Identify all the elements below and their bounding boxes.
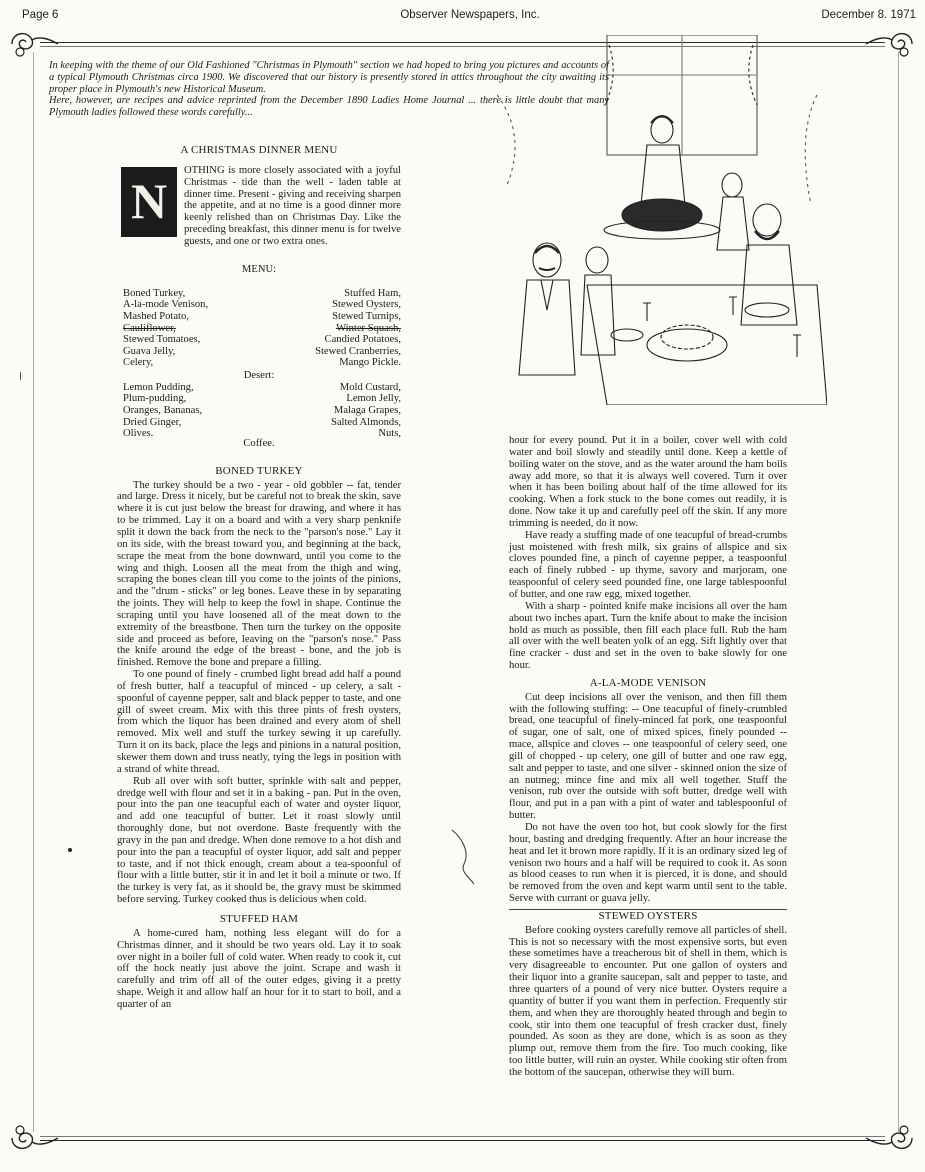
menu-item: Boned Turkey, bbox=[123, 287, 186, 299]
menu-item: Mashed Potato, bbox=[123, 310, 189, 322]
dropcap-ornament bbox=[121, 167, 177, 237]
desert-heading: Desert: bbox=[243, 369, 275, 381]
menu-heading: MENU: bbox=[241, 263, 277, 275]
menu-item: Cauliflower, bbox=[123, 322, 176, 334]
ornament-bottom-right-icon bbox=[864, 1122, 916, 1156]
frame-left-rule bbox=[33, 52, 34, 1132]
menu-item: Stewed Tomatoes, bbox=[123, 334, 201, 346]
issue-date: December 8. 1971 bbox=[821, 9, 916, 21]
recipe-paragraph: A home-cured ham, nothing less elegant will do for a Christmas dinner, and it should be two years old. Lay it to soak over night in a boiler full of cold water. When ready to cook it, cut off the hock neatly just above the joint. Scrape and wash it carefully and trim off all of the outer edges, giving it a pretty shape. Weigh it and allow half an hour for it to start to boil, and a quarter of an bbox=[117, 927, 401, 1010]
margin-dot-mark bbox=[68, 848, 72, 852]
recipe-paragraph: Before cooking oysters carefully remove all particles of shell. This is not so necessary with the most expensive sorts, but even these sometimes have a treacherous bit of shell in them, which is very disagreeable to encounter. Put one gallon of oysters and their liquor into a granite saucepan, salt and pepper to taste, and three quarters of a pound of very nice butter. Oysters require a quantity of butter if you want them in perfection. Frequently stir them, and when they are thoroughly heated through and begin to cook, stir into them one teacupful of fresh cracker dust, finely pounded. As soon as they are done, which is as soon as they plump out, remove them from the fire. Too much cooking, like too little butter, will ruin an oyster. While cooking stir often from the bottom of the saucepan, otherwise they will burn. bbox=[509, 924, 787, 1078]
section-heading-boned-turkey: BONED TURKEY bbox=[215, 464, 303, 477]
menu-item: Olives. bbox=[123, 428, 154, 440]
frame-bottom-rule bbox=[40, 1140, 885, 1141]
recipe-paragraph: Rub all over with soft butter, sprinkle with salt and pepper, dredge well with flour and set it in a baking - pan. Put in the oven, pour into the pan one teacupful each of water and oyster liquor, and add one teacupful of butter. Let it roast slowly until thoroughly done, but not overdone. Baste frequently with the gravy in the pan and dredge. When done remove to a hot dish and pour into the pan a teacupful of oyster liquor, add salt and pepper to taste, and if not thick enough, cream about a tea-spoonful of flour with a little butter, stir it in and let it boil a minute or two. If the turkey is very fat, as it should be, the gravy must be skimmed before serving. Turkey cooked thus is delicious when cold. bbox=[117, 775, 401, 906]
menu-closing: Coffee. bbox=[243, 437, 275, 449]
menu-item: A-la-mode Venison, bbox=[123, 299, 209, 311]
menu-item: Salted Almonds, bbox=[330, 416, 401, 428]
intro-paragraph: In keeping with the theme of our Old Fashioned "Christmas in Plymouth" section we had hoped to bring you pictures and accounts of a typical Plymouth Christmas circa 1900. We discovered that our history is presently stored in attics throughout the city awaiting its proper place in Plymouth's new Historical Museum. bbox=[49, 60, 609, 95]
section-heading-stuffed-ham: STUFFED HAM bbox=[219, 912, 299, 925]
frame-right-rule bbox=[898, 52, 899, 1132]
ornament-top-left-icon bbox=[8, 26, 60, 60]
menu-item: Nuts, bbox=[378, 428, 401, 440]
menu-item: Stewed Cranberries, bbox=[315, 345, 401, 357]
section-heading-venison: A-LA-MODE VENISON bbox=[589, 676, 707, 689]
menu-item: Candied Potatoes, bbox=[324, 334, 401, 346]
menu-item: Guava Jelly, bbox=[123, 345, 176, 357]
menu-item: Stewed Turnips, bbox=[332, 310, 401, 322]
menu-item: Stuffed Ham, bbox=[344, 287, 401, 299]
menu-item: Stewed Oysters, bbox=[332, 299, 401, 311]
dinner-menu bbox=[117, 258, 401, 448]
masthead bbox=[22, 9, 918, 25]
page-number: Page 6 bbox=[22, 9, 59, 21]
article-title: A CHRISTMAS DINNER MENU bbox=[180, 144, 338, 156]
right-column bbox=[509, 435, 787, 1079]
intro-paragraph: Here, however, are recipes and advice reprinted from the December 1890 Ladies Home Journal ... there is little doubt that many Plymouth ladies followed these words carefully... bbox=[49, 95, 609, 119]
menu-item: Lemon Pudding, bbox=[123, 381, 194, 393]
menu-item: Dried Ginger, bbox=[123, 416, 182, 428]
dropcap-letter: N bbox=[130, 172, 168, 229]
ornament-top-right-icon bbox=[864, 26, 916, 60]
menu-item: Celery, bbox=[123, 357, 154, 369]
margin-bracket-mark-icon bbox=[448, 828, 478, 888]
menu-item: Plum-pudding, bbox=[123, 393, 187, 405]
recipe-paragraph: Have ready a stuffing made of one teacupful of bread-crumbs just moistened with fresh milk, six grains of allspice and six cloves pounded fine, a pinch of cayenne pepper, a teaspoonful each of finely rubbed - up thyme, savory and marjoram, one teaspoonful of celery seed pounded fine, one large tablespoonful of butter, and one raw egg, mixed together. bbox=[509, 529, 787, 600]
intro-block bbox=[49, 60, 609, 119]
recipe-paragraph: The turkey should be a two - year - old gobbler -- fat, tender and large. Dress it nicely, but be careful not to break the skin, save where it is cut just below the breast for drawing, and where it has to be trimmed. Lay it on a board and with a very sharp penknife split it down the back from the neck to the "parson's nose." Lay it on its side, with the breast toward you, and beginning at the back, scrape the meat from the bone downward, until you come to the wing and thigh. Loosen all the meat from the thigh and wing, scraping the bones clean till you come to the joints of the pinions, and the "drum - sticks" or leg bones. Leave these in by separating the joints. They will help to keep the fowl in shape. Continue the scraping until you have loosened all of the meat down to the extremity of the breastbone. Then turn the turkey on the opposite side and proceed as before, leaving on the "parson's nose." Pass the knife around the edge of the breast - bone, and the job is finished. Remove the bone and prepare a filling. bbox=[117, 479, 401, 669]
opening-paragraph: OTHING is more closely associated with a joyful Christmas - tide than the well - laden table at dinner time. Present - giving and receiving sharpen the appetite, and at no time is a good dinner more keenly relished than on Christmas Day. Like the preceding breakfast, this dinner menu is for twelve guests, and one or two extra ones. bbox=[184, 164, 401, 247]
menu-right-list bbox=[315, 288, 401, 369]
menu-left-list bbox=[123, 288, 208, 369]
recipe-paragraph: To one pound of finely - crumbed light bread add half a pound of fresh butter, half a teacupful of minced - up celery, a salt - spoonful of cayenne pepper, salt and black pepper to taste, and one gill of sweet cream. Mix with this three pints of fresh oysters, from which the liquor has been drained and every atom of shell removed. Mix well and stuff the turkey sewing it up carefully. Turn it on its back, place the legs and pinions in a natural position, skewer them down and truss neatly, tying the legs in position with a strand of white thread. bbox=[117, 669, 401, 775]
menu-item: Mango Pickle. bbox=[339, 357, 401, 369]
publisher-name: Observer Newspapers, Inc. bbox=[400, 9, 540, 21]
menu-item: Winter Squash, bbox=[336, 322, 401, 334]
section-heading-oysters: STEWED OYSTERS bbox=[509, 909, 787, 923]
menu-item: Lemon Jelly, bbox=[346, 393, 401, 405]
opening-paragraph-block bbox=[117, 165, 401, 248]
recipe-paragraph: Cut deep incisions all over the venison, and then fill them with the following stuffing: -- One teacupful of finely-crumbled bread, one teacupful of finely-minced fat pork, one teaspoonful of sugar, one of salt, one of mixed spices, finely pounded -- mace, allspice and cloves -- one teaspoonful of celery seed, one gill of chopped - up celery, one gill of butter and one raw egg, salt and pepper to taste, and one silver - skinned onion the size of an nutmeg; mince fine and mix all well together. Stuff the venison, rub over the outside with soft butter, dredge well with flour, and put in a pan with a pint of water and tablespoonful of butter. bbox=[509, 691, 787, 822]
recipe-paragraph: With a sharp - pointed knife make incisions all over the ham about two inches apart. Turn the knife about to make the incision hold as much as possible, then fill each place full. Rub the ham all over with the well beaten yolk of an egg. Sift lightly over that fine cracker - dust and set in the oven to bake slowly for one hour. bbox=[509, 600, 787, 672]
recipe-paragraph-continued: hour for every pound. Put it in a boiler, cover well with cold water and boil slowly and steadily until done. Keep a kettle of boiling water on the stove, and as the water around the ham boils away add more, so that it is always well covered. Turn it over when it has been boiling about half of the time allowed for its cooking. When a fork stuck to the bone comes out readily, it is done. Now take it up and carefully peel off the skin. If any more trimming is needed, do it now. bbox=[509, 435, 787, 529]
ornament-bottom-left-icon bbox=[8, 1122, 60, 1156]
menu-item: Mold Custard, bbox=[339, 381, 401, 393]
desert-right-list bbox=[331, 382, 401, 440]
margin-tick-mark bbox=[20, 372, 21, 380]
left-column bbox=[117, 141, 401, 1011]
frame-bottom-rule-inner bbox=[40, 1136, 885, 1137]
recipe-paragraph: Do not have the oven too hot, but cook slowly for the first hour, basting and dredging frequently. After an hour increase the heat and let it brown more rapidly. If it is an ordinary sized leg of venison two hours and a half will be required to cook it. As soon as blood ceases to run when it is pierced, it is done, and should be removed from the oven and kept warm until sent to the table. Serve with currant or guava jelly. bbox=[509, 822, 787, 905]
desert-left-list bbox=[123, 382, 202, 440]
menu-item: Oranges, Bananas, bbox=[123, 404, 203, 416]
menu-item: Malaga Grapes, bbox=[333, 404, 401, 416]
